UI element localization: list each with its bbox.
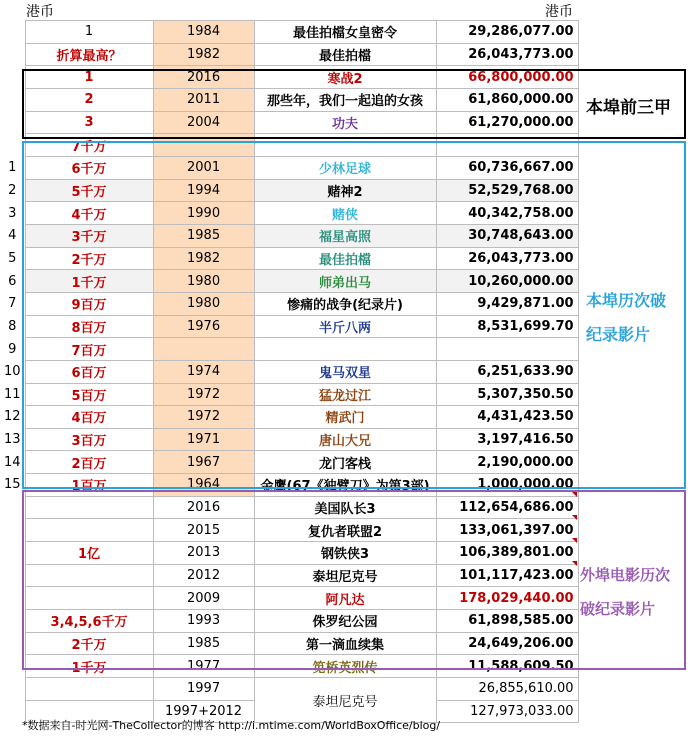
row-year: 1972 — [153, 406, 254, 429]
row-title: 金鹰(67《独臂刀》为第3部) — [254, 474, 436, 497]
row-title: 笕桥英烈传 — [254, 655, 436, 678]
row-year: 1994 — [153, 179, 254, 202]
row-value: 29,286,077.00 — [436, 21, 578, 44]
row-value: 10,260,000.00 — [436, 270, 578, 293]
row-year: 1977 — [153, 655, 254, 678]
row-number: 11 — [4, 386, 21, 402]
table-row — [0, 474, 688, 497]
row-year: 1982 — [153, 43, 254, 66]
row-number: 14 — [4, 454, 21, 470]
comment-marker — [572, 515, 577, 520]
table-row — [0, 224, 688, 247]
row-value: 52,529,768.00 — [436, 179, 578, 202]
row-title: 最佳拍檔 — [254, 43, 436, 66]
row-annotation: 2 — [25, 88, 153, 111]
table-row — [0, 156, 688, 179]
row-value: 11,588,609.50 — [436, 655, 578, 678]
row-year: 2015 — [153, 519, 254, 542]
row-title: 泰坦尼克号 — [254, 564, 436, 587]
row-title: 赌神2 — [254, 179, 436, 202]
top3-label: 本埠前三甲 — [586, 98, 671, 118]
row-year: 1982 — [153, 247, 254, 270]
row-title: 美国队长3 — [254, 496, 436, 519]
row-year: 1997 — [153, 678, 254, 701]
row-value: 61,270,000.00 — [436, 111, 578, 134]
row-value: 106,389,801.00 — [436, 542, 578, 565]
row-title: 惨痛的战争(纪录片) — [254, 292, 436, 315]
row-year: 1976 — [153, 315, 254, 338]
row-value: 3,197,416.50 — [436, 428, 578, 451]
row-value: 112,654,686.00 — [436, 496, 578, 519]
row-year: 1974 — [153, 360, 254, 383]
local-label-line1: 本埠历次破 — [586, 291, 667, 310]
table-row — [0, 519, 688, 542]
table-row — [0, 292, 688, 315]
row-value: 30,748,643.00 — [436, 224, 578, 247]
table-row — [0, 66, 688, 89]
row-number: 1 — [8, 160, 17, 176]
row-value: 133,061,397.00 — [436, 519, 578, 542]
row-title: 功夫 — [254, 111, 436, 134]
table-row — [0, 270, 688, 293]
row-annotation: 1亿 — [25, 542, 153, 565]
row-number: 7 — [8, 296, 17, 312]
row-title: 钢铁侠3 — [254, 542, 436, 565]
row-title: 侏罗纪公园 — [254, 610, 436, 633]
row-number: 3 — [8, 205, 17, 221]
row-value: 9,429,871.00 — [436, 292, 578, 315]
row-year: 2001 — [153, 156, 254, 179]
row-title: 猛龙过江 — [254, 383, 436, 406]
row-year: 1985 — [153, 224, 254, 247]
row-value: 66,800,000.00 — [436, 66, 578, 89]
row-title: 师弟出马 — [254, 270, 436, 293]
row-annotation: 2百万 — [25, 451, 153, 474]
row-year: 1967 — [153, 451, 254, 474]
row-number: 12 — [4, 409, 21, 425]
table-row — [0, 360, 688, 383]
row-title: 第一滴血续集 — [254, 632, 436, 655]
comment-marker — [572, 492, 577, 497]
row-title: 阿凡达 — [254, 587, 436, 610]
row-value: 5,307,350.50 — [436, 383, 578, 406]
row-value: 61,860,000.00 — [436, 88, 578, 111]
source-footnote: *数据来自-时光网-TheCollector的博客 http://i.mtime.com/WorldBoxOffice/blog/ — [22, 719, 441, 732]
table-row — [0, 338, 688, 361]
row-annotation: 9百万 — [25, 292, 153, 315]
row-annotation: 2千万 — [25, 632, 153, 655]
row-value: 127,973,033.00 — [436, 700, 578, 723]
row-annotation: 5百万 — [25, 383, 153, 406]
row-title: 复仇者联盟2 — [254, 519, 436, 542]
table-row — [0, 542, 688, 565]
row-value: 61,898,585.00 — [436, 610, 578, 633]
row-title: 唐山大兄 — [254, 428, 436, 451]
row-title: 寒战2 — [254, 66, 436, 89]
row-value: 1,000,000.00 — [436, 474, 578, 497]
row-number — [0, 21, 25, 44]
row-value: 101,117,423.00 — [436, 564, 578, 587]
row-year: 1964 — [153, 474, 254, 497]
row-value: 4,431,423.50 — [436, 406, 578, 429]
row-annotation: 3千万 — [25, 224, 153, 247]
row-value: 26,043,773.00 — [436, 247, 578, 270]
row-number: 6 — [8, 273, 17, 289]
row-number: 9 — [8, 341, 17, 357]
row-value: 24,649,206.00 — [436, 632, 578, 655]
foreign-label-line1: 外埠电影历次 — [580, 566, 671, 584]
row-annotation: 2千万 — [25, 247, 153, 270]
row-title: 福星高照 — [254, 224, 436, 247]
row-year: 2016 — [153, 496, 254, 519]
row-year: 2004 — [153, 111, 254, 134]
row-value: 2,190,000.00 — [436, 451, 578, 474]
row-value: 26,043,773.00 — [436, 43, 578, 66]
table-row — [0, 247, 688, 270]
unit-label-right: 港币 — [545, 4, 573, 20]
row-annotation: 7百万 — [25, 338, 153, 361]
row-title: 半斤八两 — [254, 315, 436, 338]
row-value: 60,736,667.00 — [436, 156, 578, 179]
table-row — [0, 655, 688, 678]
row-year: 1993 — [153, 610, 254, 633]
row-year: 1990 — [153, 202, 254, 225]
row-year: 1980 — [153, 270, 254, 293]
row-annotation: 4千万 — [25, 202, 153, 225]
row-title: 龙门客栈 — [254, 451, 436, 474]
table-row — [0, 88, 688, 111]
table-row — [0, 678, 688, 701]
row-number: 15 — [4, 477, 21, 493]
row-year: 2016 — [153, 66, 254, 89]
comment-marker — [572, 561, 577, 566]
row-title: 鬼马双星 — [254, 360, 436, 383]
row-annotation: 1 — [25, 66, 153, 89]
row-annotation: 1 — [25, 21, 153, 44]
row-annotation: 3,4,5,6千万 — [25, 610, 153, 633]
comment-marker — [572, 538, 577, 543]
row-value: 40,342,758.00 — [436, 202, 578, 225]
row-number: 8 — [8, 318, 17, 334]
row-year: 1971 — [153, 428, 254, 451]
row-number: 13 — [4, 432, 21, 448]
row-value: 6,251,633.90 — [436, 360, 578, 383]
row-annotation: 3百万 — [25, 428, 153, 451]
row-year: 2009 — [153, 587, 254, 610]
table-row — [0, 202, 688, 225]
row-title: 精武门 — [254, 406, 436, 429]
row-number: 5 — [8, 250, 17, 266]
table-row — [0, 632, 688, 655]
row-title: 少林足球 — [254, 156, 436, 179]
table-row — [0, 134, 688, 157]
row-year: 1984 — [153, 21, 254, 44]
row-annotation: 5千万 — [25, 179, 153, 202]
row-annotation: 1千万 — [25, 655, 153, 678]
table-row — [0, 43, 688, 66]
row-title: 那些年，我们一起追的女孩 — [254, 88, 436, 111]
row-annotation: 7千万 — [25, 134, 153, 157]
row-annotation: 1百万 — [25, 474, 153, 497]
row-year — [153, 338, 254, 361]
row-title: 最佳拍檔 — [254, 247, 436, 270]
row-year — [153, 134, 254, 157]
table-row — [0, 451, 688, 474]
row-year: 2011 — [153, 88, 254, 111]
row-annotation: 6百万 — [25, 360, 153, 383]
row-year: 2013 — [153, 542, 254, 565]
row-number: 2 — [8, 182, 17, 198]
row-value: 26,855,610.00 — [436, 678, 578, 701]
row-title: 赌侠 — [254, 202, 436, 225]
row-year: 1980 — [153, 292, 254, 315]
row-number: 10 — [4, 364, 21, 380]
row-year: 1997+2012 — [153, 700, 254, 723]
table-row — [0, 111, 688, 134]
table-row — [0, 406, 688, 429]
row-title: 泰坦尼克号 — [254, 678, 436, 723]
row-number: 4 — [8, 228, 17, 244]
row-year: 1972 — [153, 383, 254, 406]
row-annotation: 3 — [25, 111, 153, 134]
row-value: 8,531,699.70 — [436, 315, 578, 338]
row-value: 178,029,440.00 — [436, 587, 578, 610]
unit-label-left: 港币 — [26, 4, 54, 20]
row-year: 2012 — [153, 564, 254, 587]
row-title: 最佳拍檔女皇密令 — [254, 21, 436, 44]
table-row — [0, 428, 688, 451]
table-row — [0, 496, 688, 519]
row-annotation: 1千万 — [25, 270, 153, 293]
row-year: 1985 — [153, 632, 254, 655]
table-row — [0, 315, 688, 338]
row-annotation: 8百万 — [25, 315, 153, 338]
row-annotation: 4百万 — [25, 406, 153, 429]
row-annotation: 6千万 — [25, 156, 153, 179]
table-row — [0, 179, 688, 202]
table-row — [0, 383, 688, 406]
local-label-line2: 纪录影片 — [586, 325, 651, 344]
table-row — [0, 21, 688, 44]
foreign-label-line2: 破纪录影片 — [580, 600, 656, 618]
row-number — [0, 43, 25, 66]
row-annotation: 折算最高？ — [25, 43, 153, 66]
